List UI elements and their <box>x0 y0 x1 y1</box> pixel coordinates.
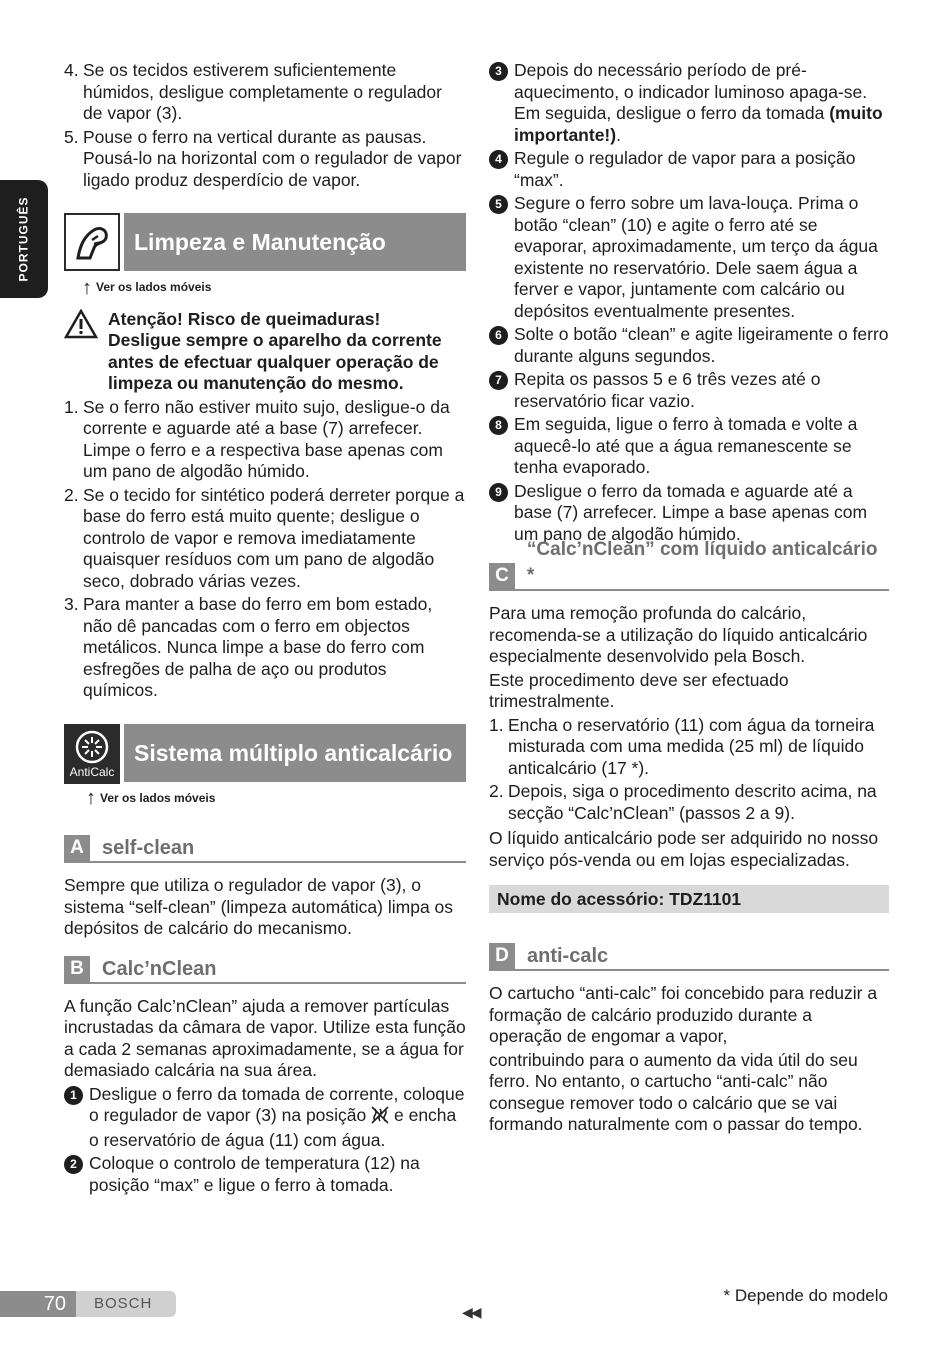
list-item: 4. Se os tecidos estiverem suficientemente húmidos, desligue completamente o regulador de vapor (3). <box>64 60 442 123</box>
section-c-p1: Para uma remoção profunda do calcário, recomenda-se a utilização do líquido anticalcário especialmente desenvolvido pela Bosch. <box>489 603 868 666</box>
anticalc-banner <box>64 724 466 782</box>
cleaning-icon <box>64 213 120 271</box>
section-a-text: Sempre que utiliza o regulador de vapor (3), o sistema “self-clean” (limpeza automática) limpa os depósitos de calcário do mecanismo. <box>64 875 454 938</box>
list-item: 1. Se o ferro não estiver muito sujo, desligue-o da corrente e aguarde até a base (7) arrefecer. Limpe o ferro e a respectiva base apenas com um pano de algodão húmido. <box>64 396 450 481</box>
warning-body: Desligue sempre o aparelho da corrente antes de efectuar qualquer operação de limpeza ou manutenção do mesmo. <box>108 330 442 393</box>
warning-icon <box>64 309 108 395</box>
step-item: 3 Depois do necessário período de pré-aquecimento, o indicador luminoso apaga-se. Em seguida, desligue o ferro da tomada (muito importante!). <box>489 60 889 146</box>
list-item: 2. Se o tecido for sintético poderá derreter porque a base do ferro está muito quente; desligue o controlo de vapor e remova imediatamente quaisquer resíduos com um pano de algodão seco, dobrado várias vezes. <box>64 484 465 591</box>
step-item: 1 Desligue o ferro da tomada de corrente, coloque o regulador de vapor (3) na posição e encha o reservatório de água (11) com água. <box>64 1084 466 1152</box>
language-tab-label: PORTUGUÊS <box>16 196 31 282</box>
list-item: 3. Para manter a base do ferro em bom estado, não dê pancadas com o ferro em objectos metálicos. Nunca limpe a base do ferro com esfregões de palha de aço ou produtos químicos. <box>64 594 433 700</box>
step-item: 2 Coloque o controlo de temperatura (12) na posição “max” e ligue o ferro à tomada. <box>64 1153 466 1196</box>
section-c-title: “Calc’nClean” com líquido anticalcário * <box>526 539 878 586</box>
section-c-list <box>489 715 889 825</box>
list-item: 2. Depois, siga o procedimento descrito acima, na secção “Calc’nClean” (passos 2 a 9). <box>489 781 877 823</box>
left-column <box>64 60 466 1198</box>
section-d-title: anti-calc <box>527 945 609 967</box>
step-item: 9 Desligue o ferro da tomada e aguarde até a base (7) arrefecer. Limpe a base apenas com um pano de algodão húmido. <box>489 481 889 546</box>
language-tab <box>0 180 48 298</box>
brand-label: BOSCH <box>76 1291 176 1317</box>
step-item: 6 Solte o botão “clean” e agite ligeiramente o ferro durante alguns segundos. <box>489 324 889 367</box>
steam-off-icon <box>371 1106 389 1130</box>
step-item: 7 Repita os passos 5 e 6 três vezes até o reservatório ficar vazio. <box>489 369 889 412</box>
step-item: 4 Regule o regulador de vapor para a posição “max”. <box>489 148 889 191</box>
step-item: 5 Segure o ferro sobre um lava-louça. Prima o botão “clean” (10) e agite o ferro até se evaporar, aproximadamente, um terço da água existente no reservatório. Dele saem água a ferver e vapor, juntamente com calcário ou depósitos eventualmente presentes. <box>489 193 889 322</box>
cleaning-banner <box>64 213 466 271</box>
accessory-name: Nome do acessório: TDZ1101 <box>489 885 889 913</box>
anticalc-title: Sistema múltiplo anticalcário <box>124 724 466 782</box>
see-note: ↑ Ver os lados móveis <box>86 787 216 810</box>
page-number: 70 <box>0 1291 76 1317</box>
top-list <box>64 60 466 191</box>
warning-title: Atenção! Risco de queimaduras! <box>108 308 381 329</box>
section-b-title: Calc’nClean <box>102 957 217 980</box>
section-b-header: B Calc’nClean <box>64 954 466 984</box>
section-c-p2: Este procedimento deve ser efectuado trimestralmente. <box>489 669 789 711</box>
anticalc-icon-label: AntiCalc <box>69 764 115 779</box>
see-note: ↑ Ver os lados móveis <box>82 276 212 299</box>
cleaning-title: Limpeza e Manutenção <box>124 213 466 271</box>
arrow-up-icon: ↑ <box>86 787 96 810</box>
list-item: 5. Pouse o ferro na vertical durante as pausas. Pousá-lo na horizontal com o regulador de vapor ligado produz desperdício de vapor. <box>64 126 462 190</box>
section-d-header: D anti-calc <box>489 941 889 971</box>
list-item: 1. Encha o reservatório (11) com água da torneira misturada com uma medida (25 ml) de líquido anticalcário (17 *). <box>489 714 875 778</box>
section-c-p3: O líquido anticalcário pode ser adquirido no nosso serviço pós-venda ou em lojas especializadas. <box>489 828 879 870</box>
step-item: 8 Em seguida, ligue o ferro à tomada e volte a aquecê-lo até que a água remanescente se tenha evaporado. <box>489 414 889 479</box>
anticalc-icon <box>64 724 120 784</box>
nav-arrows-icon: ◀◀ <box>462 1304 480 1320</box>
right-column <box>489 60 889 1138</box>
section-a-header: A self-clean <box>64 833 466 863</box>
section-d-p2: contribuindo para o aumento da vida útil do seu ferro. No entanto, o cartucho “anti-calc” não consegue remover todo o calcário que se vai formando naturalmente com o passar do tempo. <box>489 1049 863 1134</box>
section-b-text: A função Calc’nClean” ajuda a remover partículas incrustadas da câmara de vapor. Utilize esta função a cada 2 semanas aproximadamente, se a água for demasiado calcária na sua área. <box>64 995 466 1080</box>
cleaning-list <box>64 397 466 702</box>
footnote: * Depende do modelo <box>723 1286 888 1305</box>
arrow-up-icon: ↑ <box>82 276 92 299</box>
section-d-p1: O cartucho “anti-calc” foi concebido para reduzir a formação de calcário produzido durante a operação de engomar a vapor, <box>489 983 878 1046</box>
section-c-header: C “Calc’nClean” com líquido anticalcário * <box>489 561 889 591</box>
section-a-title: self-clean <box>102 837 195 859</box>
warning-block <box>64 309 466 395</box>
